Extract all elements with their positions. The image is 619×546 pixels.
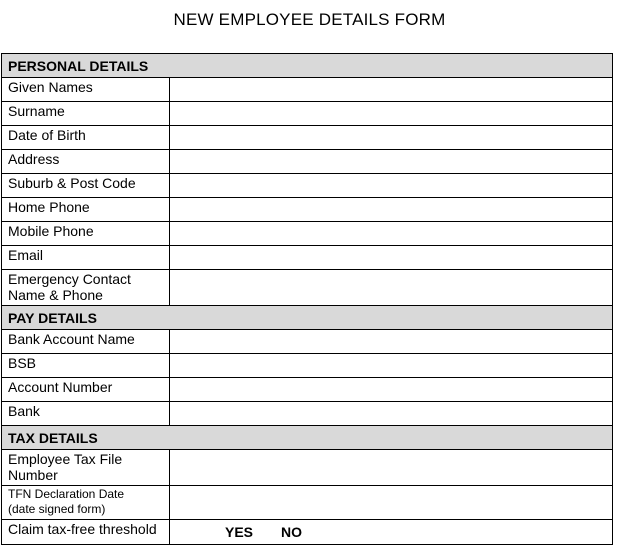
label-home-phone: Home Phone [2, 198, 170, 221]
row-bank [2, 402, 612, 426]
label-emergency-line1: Emergency Contact [8, 271, 131, 287]
row-email [2, 246, 612, 270]
tfn-declaration-date-field[interactable] [170, 486, 612, 519]
row-mobile-phone [2, 222, 612, 246]
emergency-contact-field[interactable] [170, 270, 612, 305]
label-decl-line2: (date signed form) [8, 502, 106, 516]
row-bank-account-name [2, 330, 612, 354]
row-suburb [2, 174, 612, 198]
label-emergency-contact [2, 270, 170, 305]
tax-file-number-field[interactable] [170, 450, 612, 485]
bank-field[interactable] [170, 402, 612, 425]
label-claim-tax-free-threshold: Claim tax-free threshold [2, 520, 170, 544]
label-bank-account-name: Bank Account Name [2, 330, 170, 353]
label-decl-line1: TFN Declaration Date [8, 487, 125, 501]
label-date-of-birth: Date of Birth [2, 126, 170, 149]
label-given-names: Given Names [2, 78, 170, 101]
row-claim-threshold [2, 520, 612, 544]
row-emergency-contact [2, 270, 612, 306]
row-tax-file-number [2, 450, 612, 486]
bsb-field[interactable] [170, 354, 612, 377]
given-names-field[interactable] [170, 78, 612, 101]
no-option[interactable]: NO [281, 524, 303, 540]
label-tfn-line2: Number [8, 467, 58, 483]
surname-field[interactable] [170, 102, 612, 125]
label-suburb-post-code: Suburb & Post Code [2, 174, 170, 197]
threshold-options [170, 520, 612, 544]
yes-option[interactable]: YES [225, 524, 254, 540]
section-header-personal: PERSONAL DETAILS [2, 54, 612, 78]
row-account-number [2, 378, 612, 402]
row-address [2, 150, 612, 174]
row-dob [2, 126, 612, 150]
email-field[interactable] [170, 246, 612, 269]
suburb-post-code-field[interactable] [170, 174, 612, 197]
employee-form-table [1, 53, 613, 545]
form-title: NEW EMPLOYEE DETAILS FORM [173, 10, 446, 29]
row-given-names [2, 78, 612, 102]
label-tax-file-number [2, 450, 170, 485]
bank-account-name-field[interactable] [170, 330, 612, 353]
mobile-phone-field[interactable] [170, 222, 612, 245]
label-tfn-declaration-date [2, 486, 170, 519]
row-home-phone [2, 198, 612, 222]
label-account-number: Account Number [2, 378, 170, 401]
label-tfn-line1: Employee Tax File [8, 451, 123, 467]
label-email: Email [2, 246, 170, 269]
address-field[interactable] [170, 150, 612, 173]
label-mobile-phone: Mobile Phone [2, 222, 170, 245]
account-number-field[interactable] [170, 378, 612, 401]
home-phone-field[interactable] [170, 198, 612, 221]
row-bsb [2, 354, 612, 378]
section-header-pay: PAY DETAILS [2, 306, 612, 330]
section-header-tax: TAX DETAILS [2, 426, 612, 450]
label-emergency-line2: Name & Phone [8, 287, 103, 303]
label-bsb: BSB [2, 354, 170, 377]
label-bank: Bank [2, 402, 170, 425]
row-surname [2, 102, 612, 126]
label-address: Address [2, 150, 170, 173]
date-of-birth-field[interactable] [170, 126, 612, 149]
row-tfn-declaration-date [2, 486, 612, 520]
label-surname: Surname [2, 102, 170, 125]
